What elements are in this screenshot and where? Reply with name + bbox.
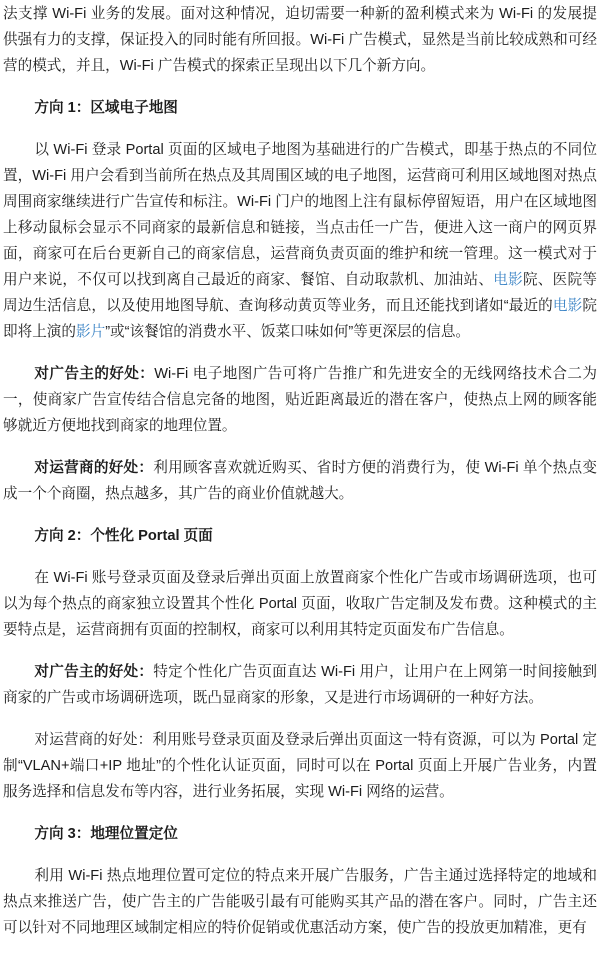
inline-link[interactable]: 电影 bbox=[493, 272, 523, 288]
text-run: 在 Wi-Fi 账号登录页面及登录后弹出页面上放置商家个性化广告或市场调研选项，也可以为每个热点的商家独立设置其个性化 Portal 页面，收取广告定制及发布费。这种模式的主要特点是，运营商拥有页面的控制权，商家可以利用其特定页面发布广告信息。 bbox=[3, 570, 597, 638]
text-run: 对运营商的好处： bbox=[34, 460, 154, 476]
paragraph bbox=[3, 137, 597, 345]
text-run: 院、医院等周边生活信息，以及使用地图导航、查询移动黄页等业务，而且还能找到诸如“最近的 bbox=[3, 272, 597, 314]
text-run: 以 Wi-Fi 登录 Portal 页面的区域电子地图为基础进行的广告模式，即基于热点的不同位置，Wi-Fi 用户会看到当前所在热点及其周围区域的电子地图，运营商可利用区域地图对热点周围商家继续进行广告宣传和标注。Wi-Fi 门户的地图上注有鼠标停留短语，用户在区域地图上移动鼠标会显示不同商家的最新信息和链接，当点击任一广告，便进入这一商户的网页界面，商家可在后台更新自己的商家信息，运营商负责页面的维护和统一管理。这一模式对于用户来说，不仅可以找到离自己最近的商家、餐馆、自动取款机、加油站、 bbox=[3, 142, 597, 288]
section-heading bbox=[3, 523, 597, 549]
paragraph bbox=[3, 361, 597, 439]
text-run: 对广告主的好处： bbox=[34, 366, 155, 382]
text-run: 利用顾客喜欢就近购买、省时方便的消费行为，使 Wi-Fi 单个热点变成一个个商圈，热点越多，其广告的商业价值就越大。 bbox=[3, 460, 597, 502]
paragraph bbox=[3, 1, 597, 79]
section-heading bbox=[3, 95, 597, 121]
paragraph bbox=[3, 727, 597, 805]
heading-text: 方向 1：区域电子地图 bbox=[34, 100, 178, 116]
text-run: 特定个性化广告页面直达 Wi-Fi 用户，让用户在上网第一时间接触到商家的广告或市场调研选项，既凸显商家的形象，又是进行市场调研的一种好方法。 bbox=[3, 664, 597, 706]
paragraph bbox=[3, 659, 597, 711]
inline-link[interactable]: 影片 bbox=[75, 324, 106, 340]
section-heading bbox=[3, 821, 597, 847]
text-run: 对运营商的好处：利用账号登录页面及登录后弹出页面这一特有资源，可以为 Portal 定制“VLAN+端口+IP 地址”的个性化认证页面，同时可以在 Portal 页面上开展广告业务，内置服务选择和信息发布等内容，进行业务拓展，实现 Wi-Fi 网络的运营。 bbox=[3, 732, 597, 800]
heading-text: 方向 2：个性化 Portal 页面 bbox=[34, 528, 213, 544]
text-run: 利用 Wi-Fi 热点地理位置可定位的特点来开展广告服务，广告主通过选择特定的地域和热点来推送广告，使广告主的广告能吸引最有可能购买其产品的潜在客户。同时，广告主还可以针对不同地理区域制定相应的特价促销或优惠活动方案，使广告的投放更加精准，更有 bbox=[3, 868, 597, 936]
text-run: ”或“该餐馆的消费水平、饭菜口味如何”等更深层的信息。 bbox=[105, 324, 471, 340]
paragraph bbox=[3, 455, 597, 507]
paragraph bbox=[3, 863, 597, 941]
text-run: 法支撑 Wi-Fi 业务的发展。面对这种情况，迫切需要一种新的盈利模式来为 Wi-Fi 的发展提供强有力的支撑，保证投入的同时能有所回报。Wi-Fi 广告模式，显然是当前比较成熟和可经营的模式，并且，Wi-Fi 广告模式的探索正呈现出以下几个新方向。 bbox=[3, 6, 597, 74]
text-run: Wi-Fi 电子地图广告可将广告推广和先进安全的无线网络技术合二为一，使商家广告宣传结合信息完备的地图，贴近距离最近的潜在客户，使热点上网的顾客能够就近方便地找到商家的地理位置。 bbox=[3, 366, 597, 434]
paragraph bbox=[3, 565, 597, 643]
inline-link[interactable]: 电影 bbox=[552, 298, 583, 314]
heading-text: 方向 3：地理位置定位 bbox=[34, 826, 178, 842]
text-run: 院即将上演的 bbox=[3, 298, 597, 340]
text-run: 对广告主的好处： bbox=[34, 664, 154, 680]
